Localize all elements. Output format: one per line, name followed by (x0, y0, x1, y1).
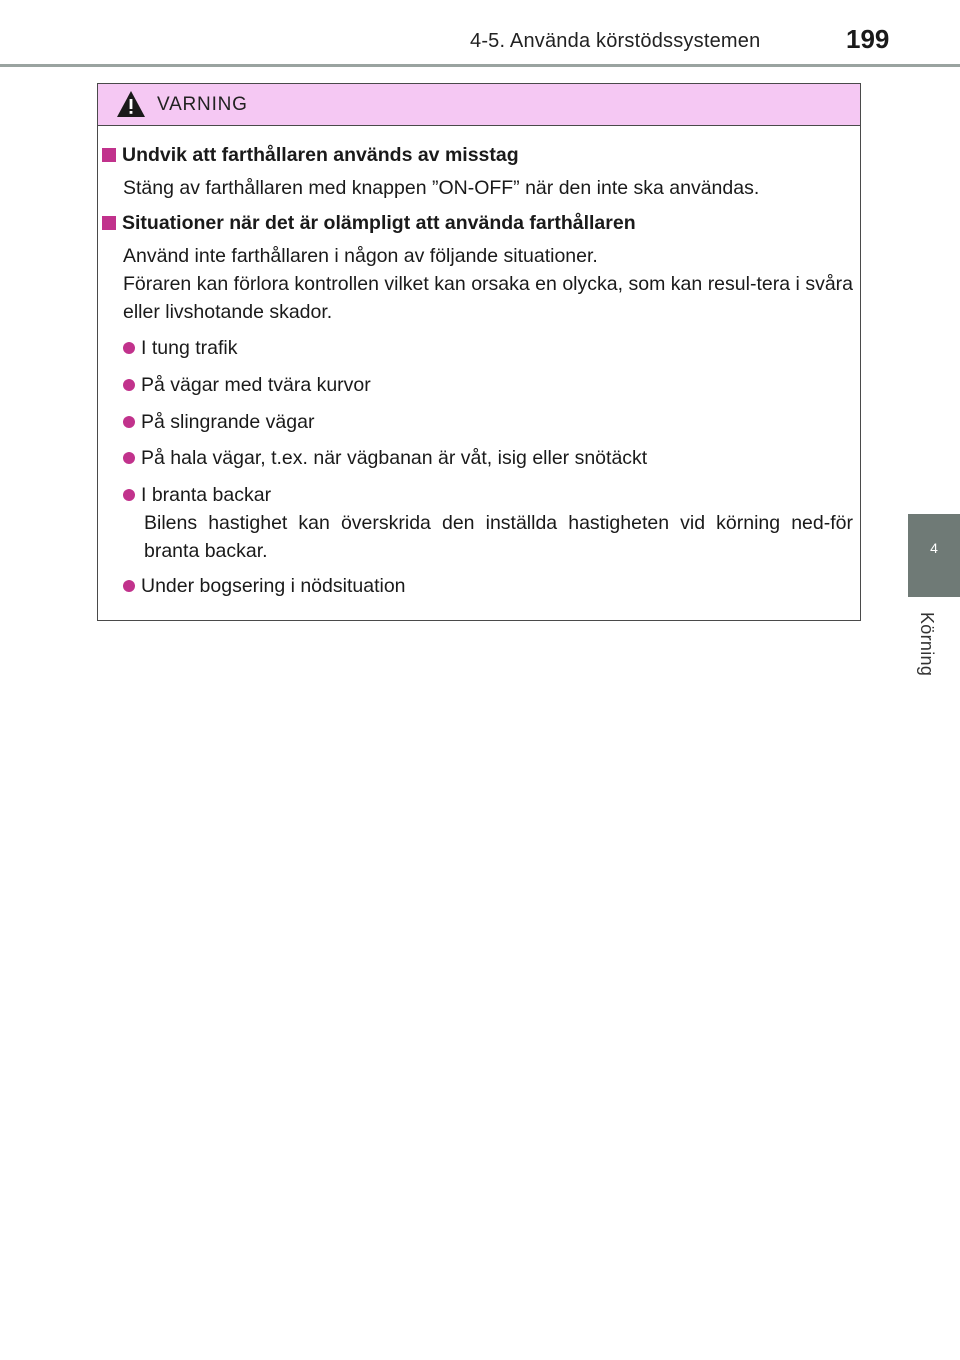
list-item-text: I tung trafik (141, 337, 238, 359)
square-bullet-icon (102, 148, 116, 162)
section-heading (102, 144, 519, 167)
circle-bullet-icon (123, 489, 135, 501)
section-heading (102, 212, 636, 235)
section-heading-text: Situationer när det är olämpligt att använda farthållaren (122, 212, 636, 234)
square-bullet-icon (102, 216, 116, 230)
list-item-text: I branta backar (141, 484, 272, 506)
section-heading-text: Undvik att farthållaren används av misstag (122, 144, 519, 166)
warning-header (98, 84, 860, 126)
list-item-text: På hala vägar, t.ex. när vägbanan är våt, isig eller snötäckt (141, 447, 648, 469)
list-item (123, 572, 853, 600)
list-item (123, 334, 853, 362)
list-item (123, 408, 853, 436)
list-item-text: Under bogsering i nödsituation (141, 575, 406, 597)
circle-bullet-icon (123, 379, 135, 391)
warning-box (97, 83, 861, 621)
list-item (123, 371, 853, 399)
list-item-text: På slingrande vägar (141, 411, 315, 433)
warning-title: VARNING (157, 94, 248, 115)
chapter-tab (908, 514, 960, 597)
section-text: Stäng av farthållaren med knappen ”ON-OFF” när den inte ska användas. (123, 177, 760, 199)
page-number: 199 (846, 24, 890, 54)
circle-bullet-icon (123, 342, 135, 354)
list-item (123, 444, 853, 472)
section-title: 4-5. Använda körstödssystemen (470, 30, 761, 52)
section-text: Använd inte farthållaren i någon av följande situationer. (123, 245, 598, 267)
circle-bullet-icon (123, 580, 135, 592)
chapter-label-container (904, 612, 952, 732)
list-item-text: På vägar med tvära kurvor (141, 374, 371, 396)
circle-bullet-icon (123, 452, 135, 464)
list-item (123, 481, 853, 565)
warning-triangle-icon (116, 90, 146, 118)
chapter-number: 4 (930, 540, 938, 556)
header-divider (0, 64, 960, 67)
chapter-label: Körning (917, 612, 937, 677)
circle-bullet-icon (123, 416, 135, 428)
section-text: Föraren kan förlora kontrollen vilket kan orsaka en olycka, som kan resul-tera i svåra eller livshotande skador. (123, 273, 853, 323)
list-item-subtext: Bilens hastighet kan överskrida den inställda hastigheten vid körning ned-för branta backar. (144, 512, 853, 562)
